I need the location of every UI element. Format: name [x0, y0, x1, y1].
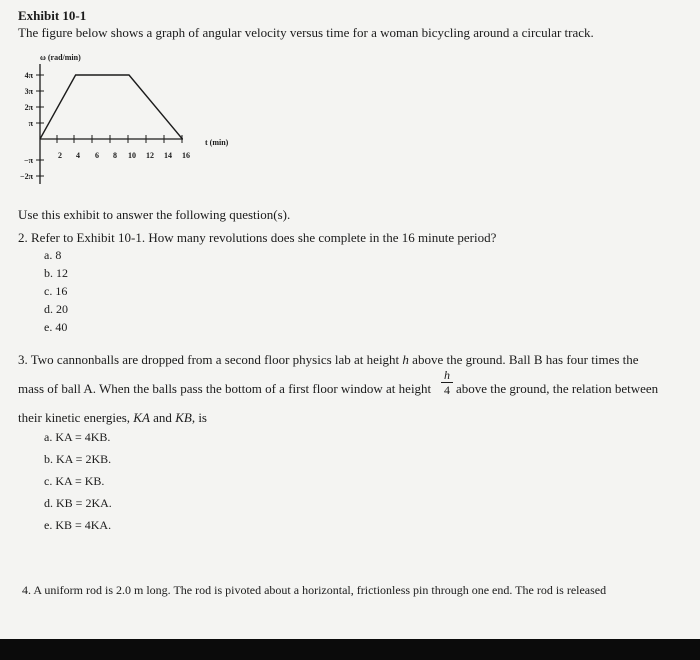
- x-tick-label: 10: [128, 151, 136, 160]
- x-tick-label: 4: [76, 151, 80, 160]
- q3-option-a: a. KA = 4KB.: [44, 430, 111, 444]
- q3-fraction-denominator: 4: [444, 383, 450, 397]
- question-4-text: 4. A uniform rod is 2.0 m long. The rod is pivoted about a horizontal, frictionless pin through one end. The rod is released: [22, 583, 607, 597]
- q3-var-h: h: [402, 352, 409, 367]
- q3-fraction: [441, 369, 453, 396]
- y-tick-label: 4π: [24, 71, 33, 80]
- question-3-line-1: [18, 352, 639, 368]
- x-tick-label: 8: [113, 151, 117, 160]
- q3-kb: KB: [175, 410, 192, 425]
- y-tick-label: −π: [24, 156, 33, 165]
- q3-option-d: d. KB = 2KA.: [44, 496, 112, 510]
- y-axis-label: ω (rad/min): [40, 53, 81, 62]
- q2-option-d: d. 20: [44, 302, 68, 316]
- question-3-line-2-end: above the ground, the relation between: [456, 381, 659, 396]
- question-3-line-2-start: mass of ball A. When the balls pass the bottom of a first floor window at height: [18, 381, 432, 396]
- q2-option-a: a. 8: [44, 248, 62, 262]
- bottom-black-bar: [0, 639, 700, 660]
- y-tick-label: 3π: [24, 87, 33, 96]
- question-3-line-3: [18, 410, 207, 426]
- x-tick-label: 12: [146, 151, 154, 160]
- y-tick-label: π: [28, 119, 33, 128]
- x-tick-label: 6: [95, 151, 99, 160]
- y-tick-label: −2π: [20, 172, 33, 181]
- q2-option-c: c. 16: [44, 284, 68, 298]
- x-tick-label: 16: [182, 151, 190, 160]
- x-tick-label: 2: [58, 151, 62, 160]
- q2-option-b: b. 12: [44, 266, 68, 280]
- q3-fraction-numerator: h: [441, 369, 453, 383]
- q3-line1-end: above the ground. Ball B has four times the: [412, 352, 639, 367]
- exhibit-description: The figure below shows a graph of angular velocity versus time for a woman bicycling around a circular track.: [18, 25, 594, 40]
- q3-and: and: [153, 410, 172, 425]
- q3-option-e: e. KB = 4KA.: [44, 518, 112, 532]
- exhibit-title: Exhibit 10-1: [18, 8, 87, 23]
- instructions: Use this exhibit to answer the following question(s).: [18, 207, 291, 222]
- q3-line1-start: 3. Two cannonballs are dropped from a second floor physics lab at height: [18, 352, 400, 367]
- angular-velocity-graph: [0, 40, 260, 200]
- q3-line3-start: their kinetic energies,: [18, 410, 131, 425]
- q2-option-e: e. 40: [44, 320, 68, 334]
- q3-option-c: c. KA = KB.: [44, 474, 105, 488]
- question-2-text: 2. Refer to Exhibit 10-1. How many revolutions does she complete in the 16 minute period?: [18, 230, 497, 245]
- y-tick-label: 2π: [24, 103, 33, 112]
- x-axis-label: t (min): [205, 138, 229, 147]
- angular-velocity-line: [40, 75, 182, 139]
- q3-line3-end: , is: [191, 410, 207, 425]
- q3-option-b: b. KA = 2KB.: [44, 452, 112, 466]
- x-tick-label: 14: [164, 151, 172, 160]
- q3-ka: KA: [133, 410, 150, 425]
